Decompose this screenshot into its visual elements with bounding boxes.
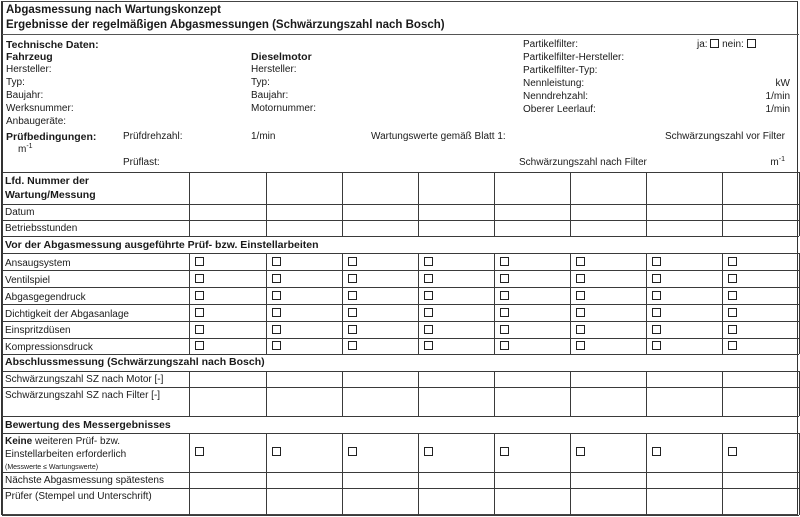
eval-no-further-checkbox[interactable]: [272, 447, 281, 456]
next-measurement-cell[interactable]: [723, 473, 799, 488]
check-cell-checkbox[interactable]: [576, 308, 585, 317]
smoke-filter-cell[interactable]: [190, 372, 266, 387]
date-cell[interactable]: [419, 205, 494, 220]
check-cell-checkbox[interactable]: [195, 274, 204, 283]
particle-filter-options: [697, 39, 756, 51]
check-item-injectors: Einspritzdüsen: [5, 325, 71, 336]
check-cell-checkbox[interactable]: [500, 325, 509, 334]
table-row-line: [2, 236, 799, 237]
table-column-line: [570, 253, 571, 354]
check-cell-checkbox[interactable]: [195, 291, 204, 300]
table-row-line: [2, 416, 799, 417]
final-item-filter: Schwärzungszahl SZ nach Filter [-]: [5, 390, 161, 401]
engine-year-label: Baujahr:: [251, 90, 289, 101]
check-cell-checkbox[interactable]: [652, 257, 661, 266]
check-cell-checkbox[interactable]: [348, 341, 357, 350]
filter-yes-label: ja:: [697, 39, 708, 50]
smoke-motor-cell[interactable]: [267, 355, 342, 371]
smoke-filter-cell[interactable]: [723, 372, 799, 387]
number-cell[interactable]: [571, 173, 646, 204]
vehicle-type-label: Typ:: [6, 77, 25, 88]
table-row-line: [2, 387, 799, 388]
check-cell-checkbox[interactable]: [348, 291, 357, 300]
table-row-line: [2, 270, 799, 271]
eval-no-further-note: (Messwerte ≤ Wartungswerte): [5, 464, 99, 471]
date-cell[interactable]: [343, 205, 418, 220]
smoke-filter-cell[interactable]: [419, 372, 494, 387]
check-cell-checkbox[interactable]: [424, 308, 433, 317]
engine-manufacturer-label: Hersteller:: [251, 64, 297, 75]
next-measurement-cell[interactable]: [419, 473, 494, 488]
check-cell-checkbox[interactable]: [272, 308, 281, 317]
eval-no-further-checkbox[interactable]: [728, 447, 737, 456]
eval-no-further-checkbox[interactable]: [576, 447, 585, 456]
next-measurement-cell[interactable]: [190, 473, 266, 488]
table-column-line: [2, 433, 3, 515]
smoke-after-filter-label: Schwärzungszahl nach Filter: [519, 157, 647, 168]
section-final-heading: Abschlussmessung (Schwärzungszahl nach Bosch): [5, 356, 265, 368]
date-cell[interactable]: [495, 205, 570, 220]
check-cell-checkbox[interactable]: [348, 308, 357, 317]
smoke-motor-cell[interactable]: [723, 355, 799, 371]
upper-idle-unit: 1/min: [765, 104, 790, 115]
check-item-valve-clearance: Ventilspiel: [5, 275, 51, 286]
rated-speed-label: Nenndrehzahl:: [523, 91, 589, 102]
vehicle-heading: Fahrzeug: [6, 51, 53, 63]
technical-data-heading: Technische Daten:: [6, 39, 99, 51]
next-measurement-cell[interactable]: [647, 473, 722, 488]
table-row-line: [2, 253, 799, 254]
vehicle-manufacturer-label: Hersteller:: [6, 64, 52, 75]
table-row-line: [2, 287, 799, 288]
check-cell-checkbox[interactable]: [424, 341, 433, 350]
engine-heading: Dieselmotor: [251, 51, 312, 63]
number-cell[interactable]: [419, 173, 494, 204]
table-column-line: [646, 253, 647, 354]
test-speed-label: Prüfdrehzahl:: [123, 131, 183, 142]
number-cell[interactable]: [190, 173, 266, 204]
unit-before-filter: $m^{-1}$: [18, 143, 33, 155]
filter-yes-checkbox[interactable]: [710, 39, 719, 48]
form-subtitle: Ergebnisse der regelmäßigen Abgasmessungen (Schwärzungszahl nach Bosch): [6, 19, 445, 31]
rated-power-unit: kW: [775, 78, 790, 89]
filter-no-checkbox[interactable]: [747, 39, 756, 48]
inspector-cell[interactable]: [190, 489, 266, 515]
check-cell-checkbox[interactable]: [348, 274, 357, 283]
check-cell-checkbox[interactable]: [576, 325, 585, 334]
check-cell-checkbox[interactable]: [424, 257, 433, 266]
check-item-back-pressure: Abgasgegendruck: [5, 292, 86, 303]
date-cell[interactable]: [190, 205, 266, 220]
check-cell-checkbox[interactable]: [728, 291, 737, 300]
rated-speed-unit: 1/min: [765, 91, 790, 102]
hours-cell[interactable]: [571, 221, 646, 236]
date-cell[interactable]: [723, 205, 799, 220]
check-cell-checkbox[interactable]: [195, 341, 204, 350]
next-measurement-cell[interactable]: [495, 473, 570, 488]
check-cell-checkbox[interactable]: [500, 257, 509, 266]
check-cell-checkbox[interactable]: [348, 257, 357, 266]
table-column-line: [494, 253, 495, 354]
hours-cell[interactable]: [495, 221, 570, 236]
number-cell[interactable]: [267, 173, 342, 204]
eval-no-further-checkbox[interactable]: [195, 447, 204, 456]
next-measurement-cell[interactable]: [571, 473, 646, 488]
filter-type-label: Partikelfilter-Typ:: [523, 65, 598, 76]
rated-power-label: Nennleistung:: [523, 78, 585, 89]
table-row-line: [2, 321, 799, 322]
smoke-before-filter-label: Schwärzungszahl vor Filter: [664, 131, 785, 142]
check-cell-checkbox[interactable]: [272, 291, 281, 300]
check-cell-checkbox[interactable]: [728, 341, 737, 350]
row-label-operating-hours: Betriebsstunden: [5, 223, 78, 234]
eval-no-further-checkbox[interactable]: [652, 447, 661, 456]
smoke-filter-cell[interactable]: [495, 372, 570, 387]
row-label-date: Datum: [5, 207, 35, 218]
check-cell-checkbox[interactable]: [195, 325, 204, 334]
hours-cell[interactable]: [647, 221, 722, 236]
table-row-line: [2, 433, 799, 434]
check-cell-checkbox[interactable]: [272, 274, 281, 283]
check-cell-checkbox[interactable]: [272, 325, 281, 334]
header-divider: [2, 34, 799, 35]
smoke-motor-cell[interactable]: [343, 355, 418, 371]
table-row-line: [2, 304, 799, 305]
row-label-number-1: Lfd. Nummer der: [5, 175, 90, 187]
smoke-filter-cell[interactable]: [267, 372, 342, 387]
final-item-motor: Schwärzungszahl SZ nach Motor [-]: [5, 374, 164, 385]
check-cell-checkbox[interactable]: [500, 291, 509, 300]
check-cell-checkbox[interactable]: [424, 325, 433, 334]
check-cell-checkbox[interactable]: [272, 257, 281, 266]
table-column-line: [2, 253, 3, 354]
upper-idle-label: Oberer Leerlauf:: [523, 104, 596, 115]
hours-cell[interactable]: [419, 221, 494, 236]
number-cell[interactable]: [647, 173, 722, 204]
inspector-cell[interactable]: [267, 489, 342, 515]
smoke-motor-cell[interactable]: [647, 355, 722, 371]
table-row-line: [2, 515, 799, 516]
next-measurement-cell[interactable]: [267, 473, 342, 488]
smoke-motor-cell[interactable]: [495, 355, 570, 371]
inspector-cell[interactable]: [723, 489, 799, 515]
check-cell-checkbox[interactable]: [500, 308, 509, 317]
date-cell[interactable]: [647, 205, 722, 220]
number-cell[interactable]: [343, 173, 418, 204]
check-cell-checkbox[interactable]: [195, 257, 204, 266]
eval-no-further-line2: Einstellarbeiten erforderlich: [5, 449, 127, 460]
check-cell-checkbox[interactable]: [500, 274, 509, 283]
maintenance-values-label: Wartungswerte gemäß Blatt 1:: [371, 131, 506, 142]
test-conditions-heading: Prüfbedingungen:: [6, 131, 97, 143]
vehicle-year-label: Baujahr:: [6, 90, 44, 101]
inspector-cell[interactable]: [343, 489, 418, 515]
eval-no-further-checkbox[interactable]: [348, 447, 357, 456]
hours-cell[interactable]: [343, 221, 418, 236]
table-column-line: [266, 253, 267, 354]
number-cell[interactable]: [495, 173, 570, 204]
particle-filter-label: Partikelfilter:: [523, 39, 579, 50]
check-cell-checkbox[interactable]: [576, 274, 585, 283]
check-cell-checkbox[interactable]: [728, 274, 737, 283]
unit-after-filter: $m^{-1}$: [770, 156, 785, 168]
check-cell-checkbox[interactable]: [348, 325, 357, 334]
table-column-line: [722, 253, 723, 354]
smoke-filter-cell[interactable]: [343, 372, 418, 387]
check-cell-checkbox[interactable]: [424, 274, 433, 283]
table-column-line: [342, 253, 343, 354]
next-measurement-cell[interactable]: [343, 473, 418, 488]
table-column-line: [2, 172, 3, 236]
engine-number-label: Motornummer:: [251, 103, 317, 114]
check-cell-checkbox[interactable]: [728, 325, 737, 334]
date-cell[interactable]: [571, 205, 646, 220]
inspector-cell[interactable]: [571, 489, 646, 515]
hours-cell[interactable]: [267, 221, 342, 236]
check-cell-checkbox[interactable]: [728, 257, 737, 266]
table-column-line: [418, 253, 419, 354]
check-cell-checkbox[interactable]: [576, 291, 585, 300]
check-cell-checkbox[interactable]: [500, 341, 509, 350]
vehicle-serial-label: Werksnummer:: [6, 103, 74, 114]
check-item-exhaust-tightness: Dichtigkeit der Abgasanlage: [5, 309, 129, 320]
inspector-cell[interactable]: [495, 489, 570, 515]
check-cell-checkbox[interactable]: [272, 341, 281, 350]
hours-cell[interactable]: [723, 221, 799, 236]
table-column-line: [2, 371, 3, 416]
check-cell-checkbox[interactable]: [576, 257, 585, 266]
form-frame: [1, 1, 798, 515]
section-eval-heading: Bewertung des Messergebnisses: [5, 419, 171, 431]
table-row-line: [2, 338, 799, 339]
form-title: Abgasmessung nach Wartungskonzept: [6, 4, 221, 16]
smoke-filter-cell[interactable]: [571, 372, 646, 387]
check-cell-checkbox[interactable]: [576, 341, 585, 350]
section-checks-heading: Vor der Abgasmessung ausgeführte Prüf- bzw. Einstellarbeiten: [5, 239, 319, 251]
check-cell-checkbox[interactable]: [424, 291, 433, 300]
check-cell-checkbox[interactable]: [195, 308, 204, 317]
row-label-number-2: Wartung/Messung: [5, 189, 96, 201]
smoke-motor-cell[interactable]: [571, 355, 646, 371]
eval-next-measurement: Nächste Abgasmessung spätestens: [5, 475, 164, 486]
engine-type-label: Typ:: [251, 77, 270, 88]
check-cell-checkbox[interactable]: [652, 274, 661, 283]
test-speed-unit: 1/min: [251, 131, 276, 142]
eval-inspector: Prüfer (Stempel und Unterschrift): [5, 491, 152, 502]
eval-no-further-line1: Keine weiteren Prüf- bzw.: [5, 436, 121, 447]
check-cell-checkbox[interactable]: [652, 308, 661, 317]
inspector-cell[interactable]: [419, 489, 494, 515]
filter-manufacturer-label: Partikelfilter-Hersteller:: [523, 52, 625, 63]
filter-no-label: nein:: [722, 39, 744, 50]
check-item-intake: Ansaugsystem: [5, 258, 71, 269]
eval-no-further-checkbox[interactable]: [500, 447, 509, 456]
eval-no-further-checkbox[interactable]: [424, 447, 433, 456]
table-column-line: [189, 253, 190, 354]
number-cell[interactable]: [723, 173, 799, 204]
vehicle-attachments-label: Anbaugeräte:: [6, 116, 67, 127]
date-cell[interactable]: [267, 205, 342, 220]
test-load-label: Prüflast:: [123, 157, 160, 168]
check-item-compression: Kompressionsdruck: [5, 342, 93, 353]
hours-cell[interactable]: [190, 221, 266, 236]
check-cell-checkbox[interactable]: [652, 291, 661, 300]
inspector-cell[interactable]: [647, 489, 722, 515]
check-cell-checkbox[interactable]: [652, 341, 661, 350]
check-cell-checkbox[interactable]: [728, 308, 737, 317]
check-cell-checkbox[interactable]: [652, 325, 661, 334]
smoke-motor-cell[interactable]: [419, 355, 494, 371]
smoke-filter-cell[interactable]: [647, 372, 722, 387]
